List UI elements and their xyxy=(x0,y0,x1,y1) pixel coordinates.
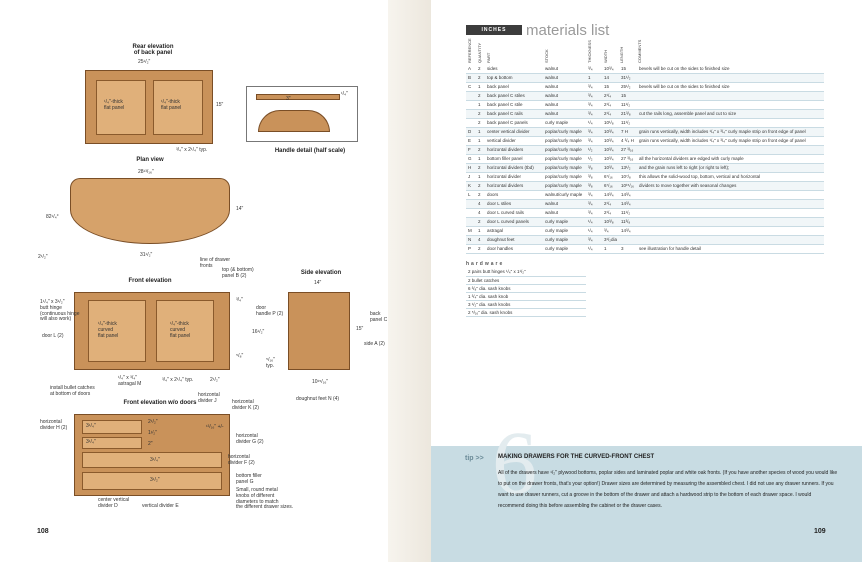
materials-cell: 14³/₄ xyxy=(619,199,637,208)
drawer-e-dim: 2¹/₂" xyxy=(148,419,158,425)
front-handle-label: door handle P (2) xyxy=(256,305,284,317)
materials-row xyxy=(466,172,824,181)
nd-bottom-label: bottom filler panel G xyxy=(236,473,262,485)
materials-cell: walnut xyxy=(543,82,586,91)
nd-horiz-g-label: horizontal divider G (2) xyxy=(236,433,264,445)
materials-cell: 10¹/₈ xyxy=(602,118,619,127)
materials-row xyxy=(466,127,824,136)
materials-cell xyxy=(637,208,824,217)
materials-cell: walnut xyxy=(543,73,586,82)
materials-cell: bottom filler panel xyxy=(485,154,543,163)
materials-cell: 10³/₄ xyxy=(602,163,619,172)
materials-cell: and the grain runs left to right (or right to left); xyxy=(637,163,824,172)
materials-cell: 10¹⁵/₁₆ xyxy=(619,181,637,190)
materials-cell: 10³/₄ xyxy=(602,127,619,136)
col-thickness: THICKNESS xyxy=(587,40,592,63)
plan-dim-top: 28¹³/₁₆" xyxy=(138,169,154,175)
materials-cell xyxy=(637,190,824,199)
materials-cell xyxy=(637,145,824,154)
tip-label: tip >> xyxy=(465,455,484,462)
materials-cell: 2¹/₄ xyxy=(602,208,619,217)
materials-cell: dividers to move together with seasonal changes xyxy=(637,181,824,190)
materials-row xyxy=(466,118,824,127)
materials-cell xyxy=(637,226,824,235)
materials-cell: ¹/₂ xyxy=(586,154,602,163)
rear-panel-left-label: ¹/₄"-thick flat panel xyxy=(104,99,125,111)
materials-row xyxy=(466,100,824,109)
materials-cell: 6⁷/₁₆ xyxy=(602,172,619,181)
materials-cell: B xyxy=(466,73,476,82)
hardware-row xyxy=(466,292,586,300)
materials-cell: horizontal dividers xyxy=(485,181,543,190)
materials-cell: walnut xyxy=(543,91,586,100)
materials-cell: F xyxy=(466,145,476,154)
materials-cell: curly maple xyxy=(543,226,586,235)
nd-horiz-j-label: horizontal divider J xyxy=(198,392,220,404)
materials-cell: cut the rails long, assemble panel and cut to size xyxy=(637,109,824,118)
materials-cell: poplar/curly maple xyxy=(543,181,586,190)
drawer-b-dim: 3¹/₄" xyxy=(86,439,96,445)
hardware-cell: 2 pairs butt hinges ¹/₄" x 1¹/₂" xyxy=(466,268,586,276)
materials-cell: 2¹/₄ xyxy=(602,109,619,118)
materials-cell: walnut xyxy=(543,109,586,118)
materials-cell: poplar/curly maple xyxy=(543,127,586,136)
rear-typ: ³/₄" x 2¹/₄" typ. xyxy=(176,147,208,153)
materials-cell: grain runs vertically, width includes ¹/₄" x ³/₄" curly maple strip on front edge of panel xyxy=(637,127,824,136)
nd-horiz-h-label: horizontal divider H (2) xyxy=(40,419,68,431)
materials-cell: 2 xyxy=(476,73,485,82)
materials-cell: 2 xyxy=(476,64,485,73)
materials-row xyxy=(466,154,824,163)
materials-cell: J xyxy=(466,172,476,181)
drawer-j-dim: ¹³/₁₆" +/- xyxy=(206,424,224,430)
side-a-label: side A (2) xyxy=(364,341,385,347)
rear-dim-side: 15" xyxy=(216,102,224,108)
materials-cell: D xyxy=(466,127,476,136)
materials-cell: curly maple xyxy=(543,235,586,244)
materials-cell: back panel xyxy=(485,82,543,91)
materials-cell: center vertical divider xyxy=(485,127,543,136)
materials-cell: back panel C stiles xyxy=(485,91,543,100)
drawer-g-dim: 1¹⁄₂" xyxy=(148,430,157,436)
materials-cell: 1 xyxy=(476,226,485,235)
hardware-table xyxy=(466,268,586,317)
materials-cell: doors xyxy=(485,190,543,199)
materials-cell: 2 xyxy=(476,91,485,100)
materials-cell: 11³/₈ xyxy=(619,217,637,226)
materials-cell: M xyxy=(466,226,476,235)
plan-dim-side: 14" xyxy=(236,206,244,212)
materials-cell: 14³/₄ xyxy=(619,190,637,199)
materials-cell: poplar/curly maple xyxy=(543,163,586,172)
front-typ: ³/₄" x 2¹/₄" typ. xyxy=(162,377,194,383)
materials-cell xyxy=(466,109,476,118)
materials-table xyxy=(466,64,824,254)
materials-cell: 6⁷/₁₆ xyxy=(602,181,619,190)
materials-row xyxy=(466,208,824,217)
materials-cell: 14 xyxy=(602,73,619,82)
drawer-c-dim: 3¹/₄" xyxy=(150,457,160,463)
materials-cell xyxy=(637,235,824,244)
materials-cell: ³/₄ xyxy=(586,109,602,118)
materials-cell: 10³/₄ xyxy=(602,154,619,163)
hardware-row xyxy=(466,276,586,284)
materials-cell: ³/₄ xyxy=(586,199,602,208)
rear-panel-right-label: ¹/₄"-thick flat panel xyxy=(161,99,182,111)
materials-cell: 2 xyxy=(476,145,485,154)
materials-row xyxy=(466,163,824,172)
handle-detail-title: Handle detail (half scale) xyxy=(274,148,346,154)
side-dim-top: 14" xyxy=(314,280,322,286)
materials-cell: poplar/curly maple xyxy=(543,136,586,145)
tip-body: All of the drawers have ¹/₂" plywood bottoms, poplar sides and laminated poplar and white oak fronts. (If you have another species of wood you would like to put on the drawer fronts, that's your option!) Drawer sizes are determined by measuring the assembled chest. I did not use any drawer runners. If you want to use drawer runners, cut a groove in the bottom of the drawer and attach a hardwood strip to the bottom of each drawer space. I would recommend doing this before assembling the cabinet or the drawer cases. xyxy=(498,470,838,509)
materials-cell: C xyxy=(466,82,476,91)
materials-row xyxy=(466,73,824,82)
materials-cell: ³/₈ xyxy=(586,172,602,181)
front-top-label: top (& bottom) panel B (2) xyxy=(222,267,254,279)
nd-center-label: center vertical divider D xyxy=(98,497,130,509)
materials-cell: ³/₄ xyxy=(586,136,602,145)
materials-cell: 1 xyxy=(476,82,485,91)
materials-cell: ³/₈ xyxy=(586,163,602,172)
materials-cell: 2¹/₄ xyxy=(602,91,619,100)
tip-title: MAKING DRAWERS FOR THE CURVED-FRONT CHEST xyxy=(498,454,655,460)
front-elevation-title: Front elevation xyxy=(128,278,172,284)
materials-cell: N xyxy=(466,235,476,244)
materials-cell: 11¹/₂ xyxy=(619,208,637,217)
materials-cell: ³/₄ xyxy=(602,226,619,235)
materials-cell xyxy=(637,118,824,127)
materials-cell: poplar/curly maple xyxy=(543,145,586,154)
materials-cell xyxy=(637,73,824,82)
handle-dim-h: ¹/₄" xyxy=(341,91,348,97)
materials-cell: 10⁷/₈ xyxy=(619,172,637,181)
materials-cell: ³/₄ xyxy=(586,91,602,100)
materials-cell xyxy=(466,118,476,127)
materials-row xyxy=(466,190,824,199)
nd-horiz-k-label: horizontal divider K (2) xyxy=(232,399,259,411)
materials-cell: ³/₄ xyxy=(586,190,602,199)
materials-cell: 4 xyxy=(476,199,485,208)
materials-cell: 13¹/₂ xyxy=(619,163,637,172)
materials-cell: horizontal divider xyxy=(485,172,543,181)
handle-dim-w: 3" xyxy=(286,96,291,102)
materials-row xyxy=(466,91,824,100)
materials-row xyxy=(466,64,824,73)
materials-cell: A xyxy=(466,64,476,73)
materials-title: materials list xyxy=(526,22,610,39)
rear-elevation-title: Rear elevation of back panel xyxy=(132,44,174,56)
materials-cell: 11¹/₂ xyxy=(619,100,637,109)
materials-cell: 1 xyxy=(476,100,485,109)
materials-cell: ³/₈ xyxy=(586,181,602,190)
materials-cell: 15 xyxy=(602,82,619,91)
materials-cell: 1 xyxy=(586,73,602,82)
col-reference: REFERENCE xyxy=(467,38,472,63)
materials-cell: door L stiles xyxy=(485,199,543,208)
materials-cell: 1 xyxy=(602,244,619,253)
materials-row xyxy=(466,235,824,244)
materials-cell: 14³/₄ xyxy=(619,226,637,235)
materials-cell: 3 xyxy=(619,244,637,253)
materials-cell: E xyxy=(466,136,476,145)
materials-cell: 4 xyxy=(476,235,485,244)
handle-strip xyxy=(256,94,340,100)
materials-cell: bevels will be cut on the sides to finished size xyxy=(637,64,824,73)
nd-vertical-label: vertical divider E xyxy=(142,503,179,509)
right-page-number: 109 xyxy=(814,528,826,535)
materials-cell: ¹/₂ xyxy=(586,145,602,154)
materials-cell: 2 xyxy=(476,181,485,190)
materials-cell: bevels will be cut on the sides to finished size xyxy=(637,82,824,91)
materials-cell: 2 xyxy=(476,163,485,172)
materials-cell xyxy=(637,91,824,100)
materials-cell: grain runs vertically, width includes ¹/₄" x ³/₄" curly maple strip on front edge of panel xyxy=(637,136,824,145)
materials-cell: 1 xyxy=(476,154,485,163)
materials-cell: poplar/curly maple xyxy=(543,154,586,163)
side-feet-label: doughnut feet N (4) xyxy=(296,396,340,402)
front-height: 16¹/₂" xyxy=(252,329,265,335)
materials-cell: L xyxy=(466,190,476,199)
materials-cell: ³/₄ xyxy=(586,208,602,217)
materials-cell: curly maple xyxy=(543,118,586,127)
nd-horiz-f-label: horizontal divider F (2) xyxy=(228,454,255,466)
col-stock: STOCK xyxy=(544,49,549,63)
hardware-title: hardware xyxy=(466,261,505,267)
plan-view-title: Plan view xyxy=(136,157,164,163)
hardware-cell: 3 ¹/₂" dia. sash knobs xyxy=(466,300,586,308)
materials-cell: horizontal dividers xyxy=(485,145,543,154)
materials-cell: ³/₄ xyxy=(586,64,602,73)
materials-cell: 21³/₈ xyxy=(619,109,637,118)
materials-cell: this allows the solid-wood top, bottom, vertical and horizontal xyxy=(637,172,824,181)
materials-cell: G xyxy=(466,154,476,163)
plan-dim-left: 2¹/₂" xyxy=(38,254,48,260)
materials-cell: ³/₄ xyxy=(586,127,602,136)
materials-cell xyxy=(466,208,476,217)
left-page-number: 108 xyxy=(37,528,49,535)
materials-cell: 1 xyxy=(476,136,485,145)
materials-cell: walnut xyxy=(543,208,586,217)
materials-cell: 10³/₄ xyxy=(602,145,619,154)
materials-cell: door handles xyxy=(485,244,543,253)
materials-cell: 15 xyxy=(619,91,637,100)
materials-cell: 11¹/₂ xyxy=(619,118,637,127)
materials-cell: vertical divider xyxy=(485,136,543,145)
front-dim-small: 2¹/₂" xyxy=(210,377,220,383)
side-cabinet xyxy=(288,292,350,370)
materials-cell: ³/₄ xyxy=(586,82,602,91)
materials-cell: 1 xyxy=(476,172,485,181)
materials-cell: back panel C panels xyxy=(485,118,543,127)
materials-cell: 31¹/₂ xyxy=(619,73,637,82)
materials-cell: back panel C rails xyxy=(485,109,543,118)
materials-cell: doughnut feet xyxy=(485,235,543,244)
side-typ: ⁵/₁₆" typ. xyxy=(266,357,275,369)
front-catches-label: install bullet catches at bottom of doors xyxy=(50,385,95,397)
chapter-watermark: 6 xyxy=(492,414,537,513)
materials-cell xyxy=(466,199,476,208)
side-elevation-title: Side elevation xyxy=(300,270,342,276)
materials-cell: P xyxy=(466,244,476,253)
materials-cell xyxy=(619,235,637,244)
materials-row xyxy=(466,136,824,145)
materials-cell: 2¹/₄ xyxy=(602,199,619,208)
drawer-d-dim: 3¹/₂" xyxy=(150,477,160,483)
materials-cell: walnut xyxy=(543,64,586,73)
materials-row xyxy=(466,181,824,190)
side-height: 15" xyxy=(356,326,364,332)
hardware-cell: 1 ³/₄" dia. sash knob xyxy=(466,292,586,300)
materials-cell xyxy=(637,217,824,226)
materials-cell: ³/₄ xyxy=(586,100,602,109)
materials-row xyxy=(466,199,824,208)
units-tab: INCHES xyxy=(466,25,522,35)
front-h2: ³/₄" xyxy=(236,297,243,303)
materials-cell xyxy=(637,199,824,208)
materials-cell: walnut/curly maple xyxy=(543,190,586,199)
nd-detail-label: Small, round metal knobs of different diameters to match the different drawer sizes. xyxy=(236,487,294,511)
side-back-label: back panel C xyxy=(370,311,388,323)
hardware-row xyxy=(466,300,586,308)
materials-cell: 2 xyxy=(476,244,485,253)
nodoors-title: Front elevation w/o doors xyxy=(123,400,197,406)
col-quantity: QUANTITY xyxy=(477,42,482,63)
materials-row xyxy=(466,109,824,118)
side-dim-bottom: 10¹⁵/₁₆" xyxy=(312,379,329,385)
front-hinge-label: 1¹/₄" x 3¹/₂" butt hinge (continuous hinge will also work) xyxy=(40,299,80,323)
materials-cell: ¹/₄ xyxy=(586,118,602,127)
materials-cell: 25¹/₂ xyxy=(619,82,637,91)
plan-dim-bottom: 31¹/₂" xyxy=(140,252,153,258)
materials-cell: 27 ³/₁₆ xyxy=(619,154,637,163)
col-length: LENGTH xyxy=(619,46,624,63)
materials-row xyxy=(466,145,824,154)
materials-cell xyxy=(466,217,476,226)
materials-cell: walnut xyxy=(543,100,586,109)
materials-cell: curly maple xyxy=(543,244,586,253)
materials-cell: ¹/₄ xyxy=(586,217,602,226)
materials-cell: horizontal dividers (tbd) xyxy=(485,163,543,172)
plan-angle: 82¹/₄° xyxy=(46,214,59,220)
hardware-row xyxy=(466,284,586,292)
col-width: WIDTH xyxy=(603,49,608,63)
front-h3: ⁵/₈" xyxy=(236,353,244,359)
materials-cell: 4 ³/₄ H xyxy=(619,136,637,145)
materials-cell: 7 H xyxy=(619,127,637,136)
handle-profile xyxy=(258,110,330,132)
materials-cell: back panel C stile xyxy=(485,100,543,109)
rear-dim-top: 25¹/₂" xyxy=(138,59,151,65)
materials-cell: ¹/₄ xyxy=(586,244,602,253)
plan-view-top xyxy=(70,178,230,244)
materials-cell: 10³/₈ xyxy=(602,217,619,226)
gutter xyxy=(388,0,431,562)
front-door-label: door L (2) xyxy=(42,333,64,339)
materials-cell: ¹/₄ xyxy=(586,226,602,235)
materials-cell: 2 xyxy=(476,190,485,199)
hardware-row xyxy=(466,308,586,316)
hardware-cell: 2 bullet catches xyxy=(466,276,586,284)
col-comments: COMMENTS xyxy=(637,39,642,63)
materials-cell: walnut xyxy=(543,199,586,208)
materials-cell: H xyxy=(466,163,476,172)
materials-cell: K xyxy=(466,181,476,190)
hardware-cell: 6 ³/₈" dia. sash knobs xyxy=(466,284,586,292)
materials-cell: 3¹/₂dia xyxy=(604,237,618,242)
hardware-row xyxy=(466,268,586,276)
materials-cell: all the horizontal dividers are edged with curly maple xyxy=(637,154,824,163)
col-part: PART xyxy=(486,52,491,63)
materials-cell: top & bottom xyxy=(485,73,543,82)
front-panel-left-label: ¹/₄"-thick curved flat panel xyxy=(98,321,119,339)
materials-cell: astragal xyxy=(485,226,543,235)
front-astragal-label: ¹/₄" x ³/₄" astragal M xyxy=(118,375,142,387)
materials-cell: 15 xyxy=(619,64,637,73)
materials-cell: 2 xyxy=(476,109,485,118)
materials-cell: 14³/₄ xyxy=(602,190,619,199)
materials-cell: 4 xyxy=(476,208,485,217)
materials-row xyxy=(466,82,824,91)
materials-cell: 2 xyxy=(476,217,485,226)
materials-cell: 2¹/₄ xyxy=(602,100,619,109)
materials-cell: 2 xyxy=(476,118,485,127)
materials-cell: curly maple xyxy=(543,217,586,226)
materials-cell xyxy=(466,91,476,100)
materials-cell: ³/₄ xyxy=(586,235,602,244)
drawer-f-dim: 2" xyxy=(148,441,153,447)
materials-cell: 1 xyxy=(476,127,485,136)
materials-cell: poplar/curly maple xyxy=(543,172,586,181)
plan-note: line of drawer fronts xyxy=(200,257,231,269)
hardware-cell: 2 ⁵/₁₆" dia. sash knobs xyxy=(466,308,586,316)
materials-cell: sides xyxy=(485,64,543,73)
materials-cell: door L curved rails xyxy=(485,208,543,217)
materials-cell xyxy=(466,100,476,109)
materials-cell: 10³/₄ xyxy=(602,64,619,73)
front-panel-right-label: ¹/₄"-thick curved flat panel xyxy=(170,321,191,339)
materials-cell: 10³/₄ xyxy=(602,136,619,145)
materials-cell: door L curved panels xyxy=(485,217,543,226)
materials-row xyxy=(466,244,824,253)
materials-cell: 27 ³/₁₆ xyxy=(619,145,637,154)
materials-cell xyxy=(637,100,824,109)
drawer-a-dim: 3¹/₄" xyxy=(86,423,96,429)
materials-row xyxy=(466,226,824,235)
materials-cell: see illustration for handle detail xyxy=(637,244,824,253)
materials-row xyxy=(466,217,824,226)
